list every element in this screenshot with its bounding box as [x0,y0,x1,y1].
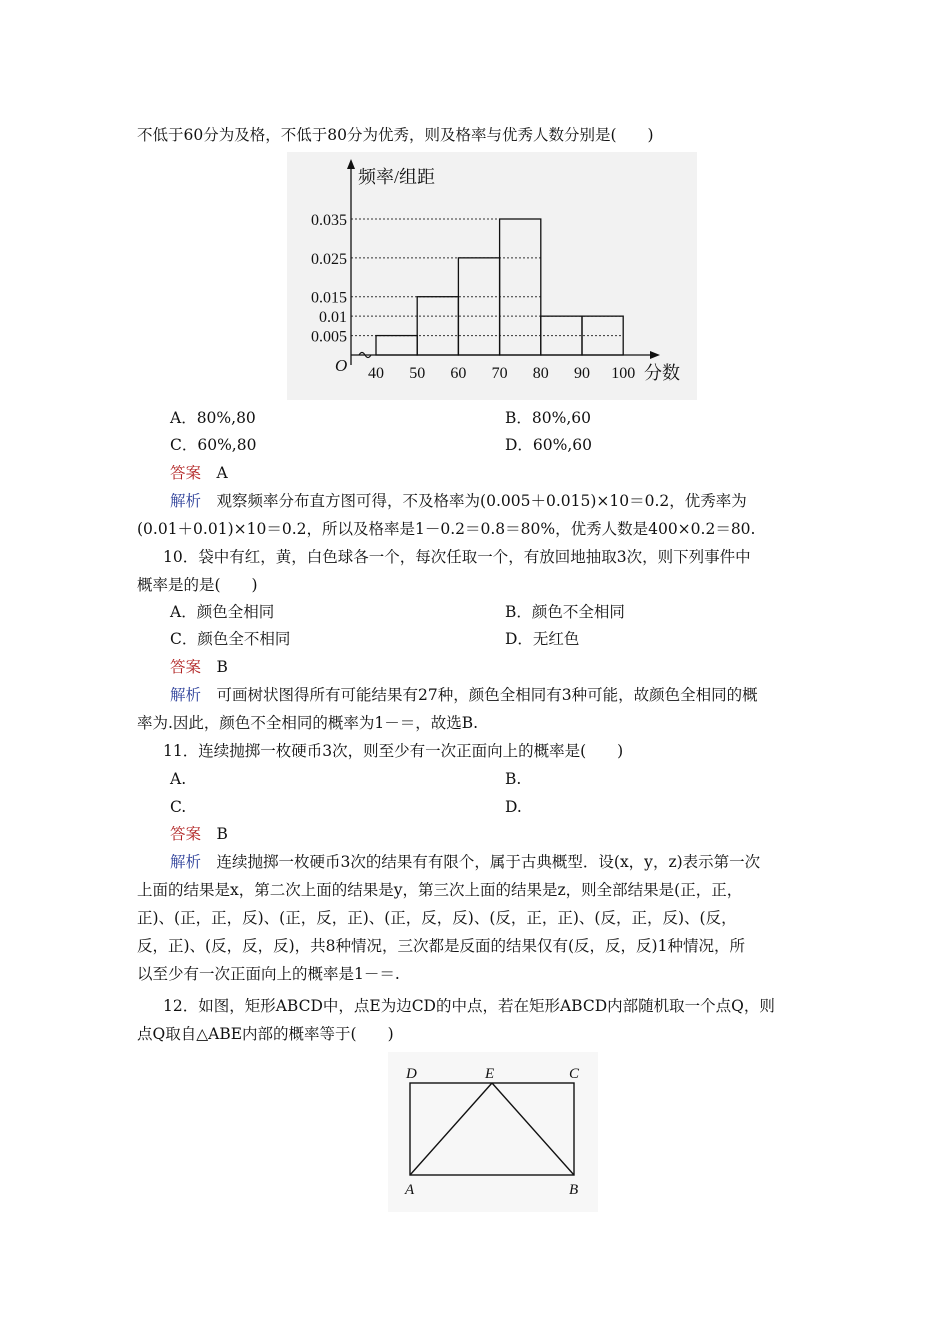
q11-option-b: B. [505,770,522,788]
answer-value: B [216,658,228,676]
q9-option-d: D．60%,60 [505,436,593,454]
x-tick-label: 50 [409,365,426,382]
x-tick-label: 90 [574,365,590,382]
y-tick-label: 0.035 [311,212,347,229]
answer-value: A [216,464,228,482]
q11-analysis-line-3: 正)、(正，正，反)、(正，反，正)、(正，反，反)、(反，正，正)、(反，正，反)、(反， [137,909,737,927]
q11-analysis-line-2: 上面的结果是x，第二次上面的结果是y，第三次上面的结果是z，则全部结果是(正，正， [137,881,743,899]
q10-option-b: B．颜色不全相同 [505,603,625,621]
rectangle-figure [388,1052,598,1212]
q11-option-d: D. [505,798,522,816]
answer-label: 答案 [170,825,202,843]
q12-stem-line-1: 12．如图，矩形ABCD中，点E为边CD的中点，若在矩形ABCD内部随机取一个点Q，则 [163,997,775,1015]
x-tick-label: 80 [532,365,549,382]
answer-label: 答案 [170,464,202,482]
q11-option-c: C. [170,798,187,816]
q12-stem-line-2: 点Q取自△ABE内部的概率等于( ) [137,1025,394,1043]
y-tick-label: 0.025 [311,250,347,268]
q9-option-c: C．60%,80 [170,436,257,454]
y-tick-label: 0.01 [319,309,347,327]
x-tick-label: 100 [611,365,636,382]
q11-analysis-line-4: 反，正)、(反，反，反)，共8种情况，三次都是反面的结果仅有(反，反，反)1种情况，所 [137,937,745,955]
analysis-text: 观察频率分布直方图可得，不及格率为(0.005＋0.015)×10＝0.2，优秀率为 [216,492,747,510]
vertex-a-label: A [405,1182,415,1198]
analysis-text: 连续抛掷一枚硬币3次的结果有有限个，属于古典概型．设(x，y，z)表示第一次 [216,853,761,871]
q11-analysis-line-5: 以至少有一次正面向上的概率是1－＝. [137,965,400,983]
y-tick-label: 0.015 [311,289,347,307]
origin-label: O [335,356,348,375]
vertex-c-label: C [569,1066,580,1082]
q11-option-a: A. [170,770,187,788]
x-tick-label: 70 [491,365,508,382]
q10-option-a: A．颜色全相同 [170,603,275,621]
x-tick-label: 40 [368,365,384,382]
q10-option-c: C．颜色全不相同 [170,630,291,648]
q11-analysis-line-1 [170,852,760,872]
answer-value: B [216,825,228,843]
q9-option-b: B．80%,60 [505,409,591,427]
x-axis-label: 分数 [644,363,680,383]
answer-label: 答案 [170,658,202,676]
q10-stem-line-2: 概率是的是( ) [137,576,258,594]
analysis-label: 解析 [170,853,202,871]
vertex-e-label: E [485,1066,495,1082]
q11-stem: 11．连续抛掷一枚硬币3次，则至少有一次正面向上的概率是( ) [163,742,624,760]
q10-analysis-line-2: 率为.因此，颜色不全相同的概率为1－＝，故选B. [137,714,479,732]
q10-stem-line-1: 10．袋中有红，黄，白色球各一个，每次任取一个，有放回地抽取3次，则下列事件中 [163,548,751,566]
q10-option-d: D．无红色 [505,630,580,648]
vertex-b-label: B [569,1182,579,1198]
analysis-label: 解析 [170,492,202,510]
analysis-text: 可画树状图得所有可能结果有27种，颜色全相同有3种可能，故颜色全相同的概 [216,686,758,704]
y-axis-label: 频率/组距 [358,167,436,187]
q10-analysis-line-1 [170,685,758,705]
q10-answer [170,657,228,677]
vertex-d-label: D [406,1066,417,1082]
histogram-chart [287,152,697,400]
q11-answer [170,824,228,844]
q9-stem: 不低于60分为及格，不低于80分为优秀，则及格率与优秀人数分别是( ) [137,126,654,144]
q9-answer [170,463,228,483]
q9-analysis-line-1 [170,491,747,511]
q9-analysis-line-2: (0.01＋0.01)×10＝0.2，所以及格率是1－0.2＝0.8＝80%，优秀人数是400×0.2＝80. [137,520,756,538]
y-tick-label: 0.005 [311,328,347,346]
analysis-label: 解析 [170,686,202,704]
q9-option-a: A．80%,80 [170,409,256,427]
x-tick-label: 60 [450,365,467,382]
